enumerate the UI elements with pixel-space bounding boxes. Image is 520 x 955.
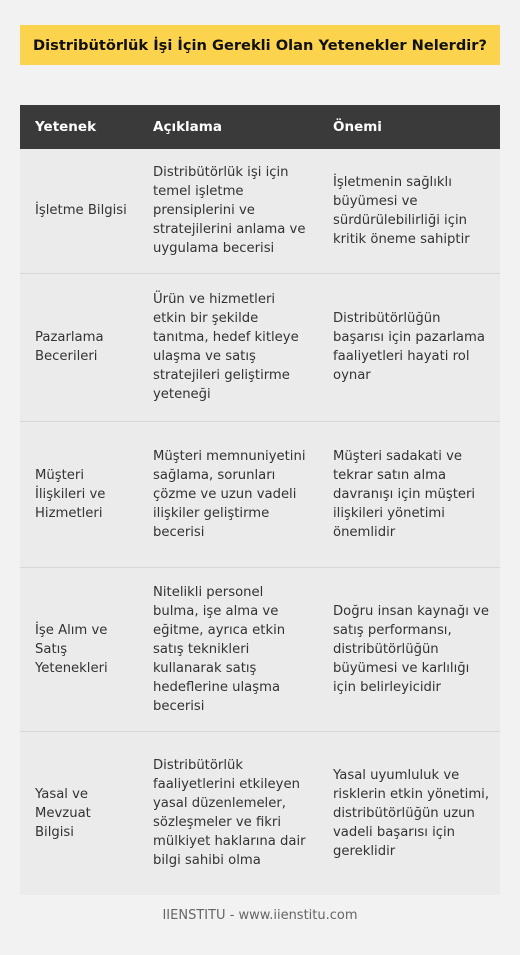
column-header-skill: Yetenek [20, 105, 138, 149]
page-title: Distribütörlük İşi İçin Gerekli Olan Yetenekler Nelerdir? [33, 36, 487, 54]
table-row [20, 731, 500, 895]
table-row [20, 421, 500, 567]
cell-skill: Yasal ve Mevzuat Bilgisi [20, 731, 138, 895]
cell-skill: Pazarlama Becerileri [20, 273, 138, 421]
footer-credit: IIENSTITU - www.iienstitu.com [162, 908, 358, 923]
cell-description: Ürün ve hizmetleri etkin bir şekilde tanıtma, hedef kitleye ulaşma ve satış stratejileri geliştirme yeteneği [138, 273, 318, 421]
column-header-description: Açıklama [138, 105, 318, 149]
cell-description: Nitelikli personel bulma, işe alma ve eğitme, ayrıca etkin satış teknikleri kullanarak satış hedeflerine ulaşma becerisi [138, 567, 318, 731]
cell-importance: Müşteri sadakati ve tekrar satın alma davranışı için müşteri ilişkileri yönetimi önemlidir [318, 421, 500, 567]
table-header-row [20, 105, 500, 149]
cell-skill: İşe Alım ve Satış Yetenekleri [20, 567, 138, 731]
table-row [20, 567, 500, 731]
table-row [20, 149, 500, 273]
cell-importance: İşletmenin sağlıklı büyümesi ve sürdürülebilirliği için kritik öneme sahiptir [318, 149, 500, 273]
table-row [20, 273, 500, 421]
cell-description: Müşteri memnuniyetini sağlama, sorunları çözme ve uzun vadeli ilişkiler geliştirme becerisi [138, 421, 318, 567]
cell-importance: Distribütörlüğün başarısı için pazarlama faaliyetleri hayati rol oynar [318, 273, 500, 421]
title-banner [20, 25, 500, 65]
cell-skill: Müşteri İlişkileri ve Hizmetleri [20, 421, 138, 567]
cell-description: Distribütörlük faaliyetlerini etkileyen yasal düzenlemeler, sözleşmeler ve fikri mülkiyet haklarına dair bilgi sahibi olma [138, 731, 318, 895]
cell-importance: Yasal uyumluluk ve risklerin etkin yönetimi, distribütörlüğün uzun vadeli başarısı için gereklidir [318, 731, 500, 895]
skills-table [20, 105, 500, 895]
cell-importance: Doğru insan kaynağı ve satış performansı, distribütörlüğün büyümesi ve karlılığı için belirleyicidir [318, 567, 500, 731]
column-header-importance: Önemi [318, 105, 500, 149]
cell-skill: İşletme Bilgisi [20, 149, 138, 273]
cell-description: Distribütörlük işi için temel işletme prensiplerini ve stratejilerini anlama ve uygulama becerisi [138, 149, 318, 273]
